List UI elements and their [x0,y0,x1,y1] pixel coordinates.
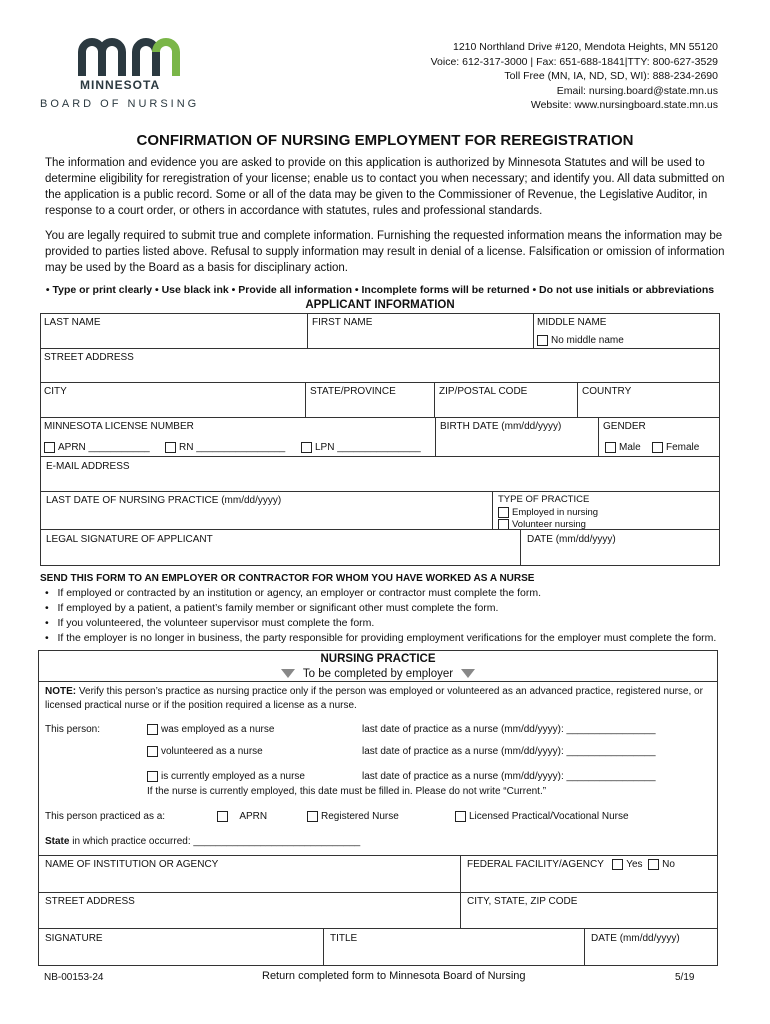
federal-label: FEDERAL FACILITY/AGENCY [467,859,604,871]
applicant-date-label: DATE (mm/dd/yyyy) [527,534,616,545]
employer-title-label: TITLE [330,933,358,944]
phone-line: Voice: 612-317-3000 | Fax: 651-688-1841|TTY: 800-627-3529 [430,55,718,68]
male-checkbox[interactable] [605,442,616,453]
employer-signature-label: SIGNATURE [45,933,103,944]
contact-block [431,40,718,113]
this-person-label: This person: [45,724,101,735]
practice-rn-label: Registered Nurse [321,811,399,823]
employer-signature-field[interactable] [38,928,324,966]
street-field[interactable] [40,348,720,383]
employed-nurse-label: was employed as a nurse [161,724,275,736]
license-field[interactable] [40,417,436,457]
employer-title-field[interactable] [323,928,585,966]
state-label: STATE/PROVINCE [310,386,396,397]
no-middle-label: No middle name [551,335,624,347]
female-label: Female [666,442,700,454]
zip-label: ZIP/POSTAL CODE [439,386,528,397]
practice-lpn-label: Licensed Practical/Vocational Nurse [469,811,629,823]
applicant-section-title: APPLICANT INFORMATION [305,299,455,311]
federal-no-label: No [662,859,675,871]
gender-field[interactable] [598,417,720,457]
email-field[interactable] [40,456,720,492]
practice-header [38,650,718,682]
volunteered-nurse-label: volunteered as a nurse [161,746,263,758]
employed-nurse-checkbox[interactable] [147,724,158,735]
practice-lpn-checkbox[interactable] [455,811,466,822]
last-name-label: LAST NAME [44,317,101,328]
revision-date: 5/19 [675,972,695,983]
zip-field[interactable] [434,382,578,418]
address: 1210 Northland Drive #120, Mendota Heights, MN 55120 [453,41,718,53]
country-field[interactable] [577,382,720,418]
form-title: CONFIRMATION OF NURSING EMPLOYMENT FOR REREGISTRATION [136,132,634,149]
rn-label: RN ________________ [179,442,286,454]
employed-checkbox[interactable] [498,507,509,518]
currently-employed-checkbox[interactable] [147,771,158,782]
bullet-1: • If employed or contracted by an institution or agency, an employer or contractor must complete the form. [45,587,542,599]
lastdate-line-2[interactable]: last date of practice as a nurse (mm/dd/yyyy): ________________ [362,746,656,757]
last-practice-date-field[interactable] [40,491,493,530]
privacy-notice: The information and evidence you are asked to provide on this application is authorized by Minnesota Statutes and will be used to determine eligibility for reregistration of your license; enable us to contact you when necessary; and identify you. All data submitted on the application is a public record. Some or all of the data may be given to the Commissioner of Revenue, the Legislative Auditor, in response to a court order, or others in accordance with statutes, rules and professional standards. [45,157,725,217]
city-field[interactable] [40,382,306,418]
state-field[interactable] [305,382,435,418]
rn-checkbox[interactable] [165,442,176,453]
gender-label: GENDER [603,421,646,432]
current-note: If the nurse is currently employed, this date must be filled in. Please do not write “Current.” [147,786,547,797]
bullet-4: • If the employer is no longer in business, the party responsible for providing employment verifications for the employer must complete the form. [45,632,717,644]
legal-notice: You are legally required to submit true and complete information. Furnishing the requested information means the information may be provided to parties listed above. Refusal to supply information may result in denial of a license. Falsification or omission of information may be used by the Board as a basis for disciplinary action. [45,230,725,274]
website: Website: www.nursingboard.state.mn.us [530,99,718,111]
email-contact: Email: nursing.board@state.mn.us [556,84,718,97]
applicant-signature-field[interactable] [40,529,521,566]
return-note: Return completed form to Minnesota Board of Nursing [262,970,526,982]
applicant-signature-label: LEGAL SIGNATURE OF APPLICANT [46,534,213,545]
federal-yes-label: Yes [626,859,643,871]
last-name-field[interactable] [40,313,308,349]
employer-street-label: STREET ADDRESS [45,896,135,907]
type-of-practice-field [492,491,720,530]
middle-name-label: MIDDLE NAME [537,317,607,328]
toll-free: Toll Free (MN, IA, ND, SD, WI): 888-234-2690 [504,70,718,82]
logo-subtitle: BOARD OF NURSING [40,98,200,110]
practice-title: NURSING PRACTICE [320,653,436,665]
down-arrow-icon [461,669,475,678]
employed-label: Employed in nursing [512,507,599,519]
country-label: COUNTRY [582,386,632,397]
bullet-3: • If you volunteered, the volunteer supervisor must complete the form. [45,617,375,629]
practiced-as-label: This person practiced as a: [45,811,166,822]
volunteered-nurse-checkbox[interactable] [147,746,158,757]
federal-field [460,855,718,893]
middle-name-field[interactable] [533,313,720,349]
instructions-line: • Type or print clearly • Use black ink • Provide all information • Incomplete forms will be returned • Do not use initials or abbreviations [45,284,715,296]
city-label: CITY [44,386,67,397]
lpn-label: LPN _______________ [315,442,421,454]
lastdate-line-1[interactable]: last date of practice as a nurse (mm/dd/yyyy): ________________ [362,724,656,735]
first-name-label: FIRST NAME [312,317,373,328]
practice-subtitle: To be completed by employer [302,668,454,680]
female-checkbox[interactable] [652,442,663,453]
logo-wordmark: MINNESOTA [80,78,161,92]
birth-date-field[interactable] [435,417,599,457]
down-arrow-icon [281,669,295,678]
practice-body [38,681,718,856]
institution-field[interactable] [38,855,461,893]
institution-label: NAME OF INSTITUTION OR AGENCY [45,859,219,870]
state-practice-line[interactable]: State in which practice occurred: ______________________________ [45,836,361,847]
male-label: Male [619,442,641,454]
employer-street-field[interactable] [38,892,461,929]
practice-note: NOTE: Verify this person’s practice as nursing practice only if the person was employed or volunteered as an advanced practice, registered nurse, or licensed practical nurse or if the position required a license as a nurse. [45,686,703,711]
first-name-field[interactable] [307,313,534,349]
currently-employed-label: is currently employed as a nurse [161,771,305,783]
aprn-label: APRN ___________ [58,442,150,454]
practice-rn-checkbox[interactable] [307,811,318,822]
applicant-date-field[interactable] [520,529,720,566]
federal-yes-checkbox[interactable] [612,859,623,870]
volunteer-label: Volunteer nursing [512,519,586,531]
email-label: E-MAIL ADDRESS [46,461,130,472]
license-label: MINNESOTA LICENSE NUMBER [44,421,194,432]
practice-aprn-label: APRN [239,811,268,823]
last-practice-date-label: LAST DATE OF NURSING PRACTICE (mm/dd/yyyy) [46,495,282,506]
birth-date-label: BIRTH DATE (mm/dd/yyyy) [440,421,562,432]
lpn-checkbox[interactable] [301,442,312,453]
employer-date-field[interactable] [584,928,718,966]
aprn-checkbox[interactable] [44,442,55,453]
practice-aprn-checkbox[interactable] [217,811,228,822]
no-middle-checkbox[interactable] [537,335,548,346]
employer-date-label: DATE (mm/dd/yyyy) [591,933,680,944]
employer-csz-label: CITY, STATE, ZIP CODE [467,896,578,907]
federal-no-checkbox[interactable] [648,859,659,870]
send-title: SEND THIS FORM TO AN EMPLOYER OR CONTRACTOR FOR WHOM YOU HAVE WORKED AS A NURSE [40,573,535,584]
employer-csz-field[interactable] [460,892,718,929]
type-label: TYPE OF PRACTICE [498,494,590,505]
form-code: NB-00153-24 [44,972,104,983]
bullet-2: • If employed by a patient, a patient’s family member or significant other must complete the form. [45,602,499,614]
lastdate-line-3[interactable]: last date of practice as a nurse (mm/dd/yyyy): ________________ [362,771,656,782]
street-label: STREET ADDRESS [44,352,134,363]
